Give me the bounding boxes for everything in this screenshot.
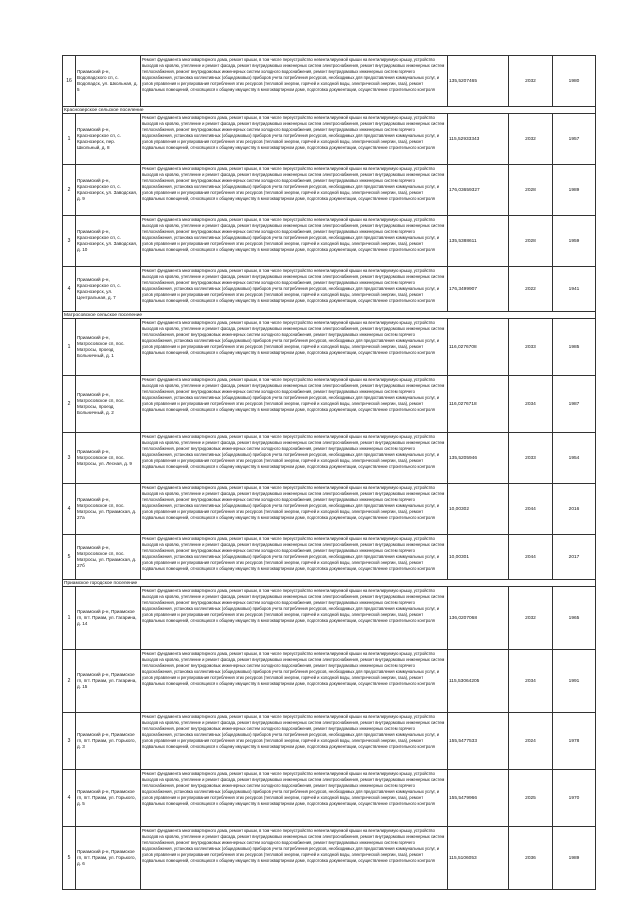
address-text: Приамский р-н, Краснозерское сп, с. Краснозерск, ул. Заводская, д. 10: [77, 229, 138, 252]
area-value: 115,5106053: [448, 827, 509, 890]
planned-year: 2028: [509, 165, 553, 216]
table-row: [63, 376, 596, 433]
works-description-cell: [141, 650, 448, 713]
build-year: 1941: [553, 267, 596, 312]
section-row: [63, 580, 596, 587]
planned-year: 2033: [509, 433, 553, 484]
planned-year: 2032: [509, 114, 553, 165]
row-number: 2: [63, 650, 76, 713]
address-text: Приамский р-н, Матросовское сп, пос. Матросы, ул. Приамская, д. 27б: [77, 545, 137, 568]
build-year: 1987: [553, 376, 596, 433]
address-text: Приамский р-н, Матросовское сп, пос. Матросы, проезд Больничный, д. 2: [77, 392, 125, 415]
works-description-cell: [141, 433, 448, 484]
area-value: 135,5205946: [448, 433, 509, 484]
build-year: 1991: [553, 650, 596, 713]
address-cell: [76, 433, 141, 484]
address-text: Приамский р-н, Краснозерское сп, с. Краснозерск, пер. Школьный, д. 8: [77, 127, 121, 150]
area-value: 115,52933343: [448, 114, 509, 165]
row-number: 1: [63, 319, 76, 376]
works-description-text: Ремонт фундамента многоквартирного дома, ремонт крыши, в том числе переустройство невентилируемой крыши на вентилируемую крышу, устройство выходов на кровлю, утепление и ремонт фасада, ремонт внутридомовых инженерных систем электроснабжения, ремонт внутридомовых инженерных систем теплоснабжения, ремонт внутридомовых инженерных систем холодного водоснабжения, ремонт внутридомовых инженерных систем горячего водоснабжения, установка коллективных (общедомовых) приборов учета потребления ресурсов, необходимых для предоставления коммунальных услуг, и узлов управления и регулирования потребления этих ресурсов (тепловой энергии, горячей и холодной воды, электрической энергии, газа), ремонт подвальных помещений, относящихся к общему имуществу в многоквартирном доме, подготовка документации, осуществление строительного контроля: [142, 828, 445, 863]
works-description-cell: [141, 319, 448, 376]
area-value: 155,5479966: [448, 770, 509, 827]
area-value: 115,53064205: [448, 650, 509, 713]
build-year: 1978: [553, 713, 596, 770]
table-row: [63, 535, 596, 580]
section-title: Матросовское сельское поселение: [63, 312, 596, 319]
address-text: Приамский р-н, Краснозерское сп, с. Краснозерск, ул. Центральная, д. 7: [77, 277, 121, 300]
build-year: 2016: [553, 484, 596, 535]
area-value: 135,5388611: [448, 216, 509, 267]
works-description-cell: [141, 165, 448, 216]
address-cell: [76, 535, 141, 580]
planned-year: 2028: [509, 216, 553, 267]
address-text: Приамский р-н, Матросовское сп, пос. Матросы, проезд Больничный, д. 1: [77, 335, 125, 358]
area-value: 176,03659327: [448, 165, 509, 216]
address-cell: [76, 267, 141, 312]
address-text: Приамский р-н, Матросовское сп, пос. Матросы, ул. Приамская, д. 27а: [77, 497, 137, 520]
area-value: 135,5207465: [448, 56, 509, 107]
row-number: 3: [63, 713, 76, 770]
address-text: Приамский р-н, Приамское гп, пгт. Приам, ул. Гагарина, д. 14: [77, 609, 137, 626]
row-number: 4: [63, 484, 76, 535]
row-number: 3: [63, 433, 76, 484]
planned-year: 2025: [509, 770, 553, 827]
address-cell: [76, 319, 141, 376]
table-row: [63, 484, 596, 535]
table-row: [63, 713, 596, 770]
works-description-text: Ремонт фундамента многоквартирного дома, ремонт крыши, в том числе переустройство невентилируемой крыши на вентилируемую крышу, устройство выходов на кровлю, утепление и ремонт фасада, ремонт внутридомовых инженерных систем электроснабжения, ремонт внутридомовых инженерных систем теплоснабжения, ремонт внутридомовых инженерных систем холодного водоснабжения, ремонт внутридомовых инженерных систем горячего водоснабжения, установка коллективных (общедомовых) приборов учета потребления ресурсов, необходимых для предоставления коммунальных услуг, и узлов управления и регулирования потребления этих ресурсов (тепловой энергии, горячей и холодной воды, электрической энергии, газа), ремонт подвальных помещений, относящихся к общему имуществу в многоквартирном доме, подготовка документации, осуществление строительного контроля: [142, 434, 445, 469]
build-year: 2017: [553, 535, 596, 580]
address-cell: [76, 165, 141, 216]
address-cell: [76, 650, 141, 713]
row-number: 1: [63, 114, 76, 165]
works-description-cell: [141, 114, 448, 165]
address-text: Приамский р-н, Приамское гп, пгт. Приам, ул. Горького, д. 3: [77, 732, 136, 749]
works-description-cell: [141, 267, 448, 312]
planned-year: 2033: [509, 319, 553, 376]
address-text: Приамский р-н, Приамское гп, пгт. Приам, ул. Горького, д. 6: [77, 849, 136, 866]
works-description-cell: [141, 770, 448, 827]
row-number: 3: [63, 216, 76, 267]
address-cell: [76, 114, 141, 165]
area-value: 176,3499907: [448, 267, 509, 312]
works-description-text: Ремонт фундамента многоквартирного дома, ремонт крыши, в том числе переустройство невентилируемой крыши на вентилируемую крышу, устройство выходов на кровлю, утепление и ремонт фасада, ремонт внутридомовых инженерных систем электроснабжения, ремонт внутридомовых инженерных систем теплоснабжения, ремонт внутридомовых инженерных систем холодного водоснабжения, ремонт внутридомовых инженерных систем горячего водоснабжения, установка коллективных (общедомовых) приборов учета потребления ресурсов, необходимых для предоставления коммунальных услуг, и узлов управления и регулирования потребления этих ресурсов (тепловой энергии, горячей и холодной воды, электрической энергии, газа), ремонт подвальных помещений, относящихся к общему имуществу в многоквартирном доме, подготовка документации, осуществление строительного контроля: [142, 485, 445, 520]
build-year: 1989: [553, 165, 596, 216]
table-row: [63, 770, 596, 827]
section-title: Краснозерское сельское поселение: [63, 107, 596, 114]
build-year: 1980: [553, 56, 596, 107]
build-year: 1965: [553, 587, 596, 650]
works-description-text: Ремонт фундамента многоквартирного дома, ремонт крыши, в том числе переустройство невентилируемой крыши на вентилируемую крышу, устройство выходов на кровлю, утепление и ремонт фасада, ремонт внутридомовых инженерных систем электроснабжения, ремонт внутридомовых инженерных систем теплоснабжения, ремонт внутридомовых инженерных систем холодного водоснабжения, ремонт внутридомовых инженерных систем горячего водоснабжения, установка коллективных (общедомовых) приборов учета потребления ресурсов, необходимых для предоставления коммунальных услуг, и узлов управления и регулирования потребления этих ресурсов (тепловой энергии, горячей и холодной воды, электрической энергии, газа), ремонт подвальных помещений, относящихся к общему имуществу в многоквартирном доме, подготовка документации, осуществление строительного контроля: [142, 771, 445, 806]
row-number: 5: [63, 535, 76, 580]
row-number: 4: [63, 770, 76, 827]
area-value: 10,00302: [448, 484, 509, 535]
works-description-text: Ремонт фундамента многоквартирного дома, ремонт крыши, в том числе переустройство невентилируемой крыши на вентилируемую крышу, устройство выходов на кровлю, утепление и ремонт фасада, ремонт внутридомовых инженерных систем электроснабжения, ремонт внутридомовых инженерных систем теплоснабжения, ремонт внутридомовых инженерных систем холодного водоснабжения, ремонт внутридомовых инженерных систем горячего водоснабжения, установка коллективных (общедомовых) приборов учета потребления ресурсов, необходимых для предоставления коммунальных услуг, и узлов управления и регулирования потребления этих ресурсов (тепловой энергии, горячей и холодной воды, электрической энергии, газа), ремонт подвальных помещений, относящихся к общему имуществу в многоквартирном доме, подготовка документации, осуществление строительного контроля: [142, 536, 445, 571]
row-number: 4: [63, 267, 76, 312]
works-description-text: Ремонт фундамента многоквартирного дома, ремонт крыши, в том числе переустройство невентилируемой крыши на вентилируемую крышу, устройство выходов на кровлю, утепление и ремонт фасада, ремонт внутридомовых инженерных систем электроснабжения, ремонт внутридомовых инженерных систем теплоснабжения, ремонт внутридомовых инженерных систем холодного водоснабжения, ремонт внутридомовых инженерных систем горячего водоснабжения, установка коллективных (общедомовых) приборов учета потребления ресурсов, необходимых для предоставления коммунальных услуг, и узлов управления и регулирования потребления этих ресурсов (тепловой энергии, горячей и холодной воды, электрической энергии, газа), ремонт подвальных помещений, относящихся к общему имуществу в многоквартирном доме, подготовка документации, осуществление строительного контроля: [142, 320, 445, 355]
address-cell: [76, 216, 141, 267]
works-description-cell: [141, 713, 448, 770]
address-text: Приамский р-н, Матросовское сп, пос. Матросы, ул. Лесная, д. 9: [77, 449, 132, 466]
works-description-text: Ремонт фундамента многоквартирного дома, ремонт крыши, в том числе переустройство невентилируемой крыши на вентилируемую крышу, устройство выходов на кровлю, утепление и ремонт фасада, ремонт внутридомовых инженерных систем электроснабжения, ремонт внутридомовых инженерных систем теплоснабжения, ремонт внутридомовых инженерных систем холодного водоснабжения, ремонт внутридомовых инженерных систем горячего водоснабжения, установка коллективных (общедомовых) приборов учета потребления ресурсов, необходимых для предоставления коммунальных услуг, и узлов управления и регулирования потребления этих ресурсов (тепловой энергии, горячей и холодной воды, электрической энергии, газа), ремонт подвальных помещений, относящихся к общему имуществу в многоквартирном доме, подготовка документации, осуществление строительного контроля: [142, 166, 445, 201]
area-value: 155,5477533: [448, 713, 509, 770]
table-row: [63, 587, 596, 650]
address-text: Приамский р-н, Краснозерское сп, с. Краснозерск, ул. Заводская, д. 9: [77, 178, 138, 201]
area-value: 10,00301: [448, 535, 509, 580]
address-cell: [76, 376, 141, 433]
build-year: 1989: [553, 827, 596, 890]
works-description-text: Ремонт фундамента многоквартирного дома, ремонт крыши, в том числе переустройство невентилируемой крыши на вентилируемую крышу, устройство выходов на кровлю, утепление и ремонт фасада, ремонт внутридомовых инженерных систем электроснабжения, ремонт внутридомовых инженерных систем теплоснабжения, ремонт внутридомовых инженерных систем холодного водоснабжения, ремонт внутридомовых инженерных систем горячего водоснабжения, установка коллективных (общедомовых) приборов учета потребления ресурсов, необходимых для предоставления коммунальных услуг, и узлов управления и регулирования потребления этих ресурсов (тепловой энергии, горячей и холодной воды, электрической энергии, газа), ремонт подвальных помещений, относящихся к общему имуществу в многоквартирном доме, подготовка документации, осуществление строительного контроля: [142, 57, 445, 92]
build-year: 1954: [553, 433, 596, 484]
address-text: Приамский р-н, Водопадского сп, с. Водопадск, ул. Школьная, д. 5: [77, 69, 138, 92]
address-cell: [76, 770, 141, 827]
works-description-text: Ремонт фундамента многоквартирного дома, ремонт крыши, в том числе переустройство невентилируемой крыши на вентилируемую крышу, устройство выходов на кровлю, утепление и ремонт фасада, ремонт внутридомовых инженерных систем электроснабжения, ремонт внутридомовых инженерных систем теплоснабжения, ремонт внутридомовых инженерных систем холодного водоснабжения, ремонт внутридомовых инженерных систем горячего водоснабжения, установка коллективных (общедомовых) приборов учета потребления ресурсов, необходимых для предоставления коммунальных услуг, и узлов управления и регулирования потребления этих ресурсов (тепловой энергии, горячей и холодной воды, электрической энергии, газа), ремонт подвальных помещений, относящихся к общему имуществу в многоквартирном доме, подготовка документации, осуществление строительного контроля: [142, 115, 445, 150]
works-description-text: Ремонт фундамента многоквартирного дома, ремонт крыши, в том числе переустройство невентилируемой крыши на вентилируемую крышу, устройство выходов на кровлю, утепление и ремонт фасада, ремонт внутридомовых инженерных систем электроснабжения, ремонт внутридомовых инженерных систем теплоснабжения, ремонт внутридомовых инженерных систем холодного водоснабжения, ремонт внутридомовых инженерных систем горячего водоснабжения, установка коллективных (общедомовых) приборов учета потребления ресурсов, необходимых для предоставления коммунальных услуг, и узлов управления и регулирования потребления этих ресурсов (тепловой энергии, горячей и холодной воды, электрической энергии, газа), ремонт подвальных помещений, относящихся к общему имуществу в многоквартирном доме, подготовка документации, осуществление строительного контроля: [142, 714, 445, 749]
planned-year: 2022: [509, 267, 553, 312]
table-row: [63, 650, 596, 713]
works-description-text: Ремонт фундамента многоквартирного дома, ремонт крыши, в том числе переустройство невентилируемой крыши на вентилируемую крышу, устройство выходов на кровлю, утепление и ремонт фасада, ремонт внутридомовых инженерных систем электроснабжения, ремонт внутридомовых инженерных систем теплоснабжения, ремонт внутридомовых инженерных систем холодного водоснабжения, ремонт внутридомовых инженерных систем горячего водоснабжения, установка коллективных (общедомовых) приборов учета потребления ресурсов, необходимых для предоставления коммунальных услуг, и узлов управления и регулирования потребления этих ресурсов (тепловой энергии, горячей и холодной воды, электрической энергии, газа), ремонт подвальных помещений, относящихся к общему имуществу в многоквартирном доме, подготовка документации, осуществление строительного контроля: [142, 651, 445, 686]
works-table: [62, 55, 596, 890]
row-number: 5: [63, 827, 76, 890]
row-number: 1: [63, 587, 76, 650]
address-cell: [76, 713, 141, 770]
address-cell: [76, 827, 141, 890]
address-cell: [76, 56, 141, 107]
build-year: 1970: [553, 770, 596, 827]
address-text: Приамский р-н, Приамское гп, пгт. Приам, ул. Гагарина, д. 15: [77, 672, 137, 689]
build-year: 1985: [553, 319, 596, 376]
works-description-cell: [141, 535, 448, 580]
planned-year: 2024: [509, 713, 553, 770]
planned-year: 2034: [509, 650, 553, 713]
row-number: 2: [63, 376, 76, 433]
works-description-cell: [141, 587, 448, 650]
planned-year: 2034: [509, 376, 553, 433]
works-description-cell: [141, 484, 448, 535]
planned-year: 2044: [509, 535, 553, 580]
planned-year: 2036: [509, 827, 553, 890]
table-row: [63, 433, 596, 484]
table-row: [63, 216, 596, 267]
planned-year: 2032: [509, 56, 553, 107]
area-value: 116,0276708: [448, 319, 509, 376]
works-description-text: Ремонт фундамента многоквартирного дома, ремонт крыши, в том числе переустройство невентилируемой крыши на вентилируемую крышу, устройство выходов на кровлю, утепление и ремонт фасада, ремонт внутридомовых инженерных систем электроснабжения, ремонт внутридомовых инженерных систем теплоснабжения, ремонт внутридомовых инженерных систем холодного водоснабжения, ремонт внутридомовых инженерных систем горячего водоснабжения, установка коллективных (общедомовых) приборов учета потребления ресурсов, необходимых для предоставления коммунальных услуг, и узлов управления и регулирования потребления этих ресурсов (тепловой энергии, горячей и холодной воды, электрической энергии, газа), ремонт подвальных помещений, относящихся к общему имуществу в многоквартирном доме, подготовка документации, осуществление строительного контроля: [142, 217, 445, 252]
build-year: 1959: [553, 216, 596, 267]
planned-year: 2044: [509, 484, 553, 535]
build-year: 1957: [553, 114, 596, 165]
works-description-cell: [141, 56, 448, 107]
address-text: Приамский р-н, Приамское гп, пгт. Приам, ул. Горького, д. 5: [77, 789, 136, 806]
address-cell: [76, 587, 141, 650]
works-description-text: Ремонт фундамента многоквартирного дома, ремонт крыши, в том числе переустройство невентилируемой крыши на вентилируемую крышу, устройство выходов на кровлю, утепление и ремонт фасада, ремонт внутридомовых инженерных систем электроснабжения, ремонт внутридомовых инженерных систем теплоснабжения, ремонт внутридомовых инженерных систем холодного водоснабжения, ремонт внутридомовых инженерных систем горячего водоснабжения, установка коллективных (общедомовых) приборов учета потребления ресурсов, необходимых для предоставления коммунальных услуг, и узлов управления и регулирования потребления этих ресурсов (тепловой энергии, горячей и холодной воды, электрической энергии, газа), ремонт подвальных помещений, относящихся к общему имуществу в многоквартирном доме, подготовка документации, осуществление строительного контроля: [142, 377, 445, 412]
table-row: [63, 319, 596, 376]
works-table-body: [63, 56, 596, 890]
works-description-cell: [141, 376, 448, 433]
section-row: [63, 312, 596, 319]
works-description-cell: [141, 216, 448, 267]
table-row: [63, 827, 596, 890]
planned-year: 2032: [509, 587, 553, 650]
table-row: [63, 56, 596, 107]
area-value: 136,0207068: [448, 587, 509, 650]
row-number: 16: [63, 56, 76, 107]
table-row: [63, 114, 596, 165]
table-row: [63, 267, 596, 312]
works-description-text: Ремонт фундамента многоквартирного дома, ремонт крыши, в том числе переустройство невентилируемой крыши на вентилируемую крышу, устройство выходов на кровлю, утепление и ремонт фасада, ремонт внутридомовых инженерных систем электроснабжения, ремонт внутридомовых инженерных систем теплоснабжения, ремонт внутридомовых инженерных систем холодного водоснабжения, ремонт внутридомовых инженерных систем горячего водоснабжения, установка коллективных (общедомовых) приборов учета потребления ресурсов, необходимых для предоставления коммунальных услуг, и узлов управления и регулирования потребления этих ресурсов (тепловой энергии, горячей и холодной воды, электрической энергии, газа), ремонт подвальных помещений, относящихся к общему имуществу в многоквартирном доме, подготовка документации, осуществление строительного контроля: [142, 588, 445, 623]
area-value: 116,0276718: [448, 376, 509, 433]
address-cell: [76, 484, 141, 535]
row-number: 2: [63, 165, 76, 216]
section-title: Приамское городское поселение: [63, 580, 596, 587]
table-row: [63, 165, 596, 216]
section-row: [63, 107, 596, 114]
works-description-text: Ремонт фундамента многоквартирного дома, ремонт крыши, в том числе переустройство невентилируемой крыши на вентилируемую крышу, устройство выходов на кровлю, утепление и ремонт фасада, ремонт внутридомовых инженерных систем электроснабжения, ремонт внутридомовых инженерных систем теплоснабжения, ремонт внутридомовых инженерных систем холодного водоснабжения, ремонт внутридомовых инженерных систем горячего водоснабжения, установка коллективных (общедомовых) приборов учета потребления ресурсов, необходимых для предоставления коммунальных услуг, и узлов управления и регулирования потребления этих ресурсов (тепловой энергии, горячей и холодной воды, электрической энергии, газа), ремонт подвальных помещений, относящихся к общему имуществу в многоквартирном доме, подготовка документации, осуществление строительного контроля: [142, 268, 445, 303]
works-description-cell: [141, 827, 448, 890]
